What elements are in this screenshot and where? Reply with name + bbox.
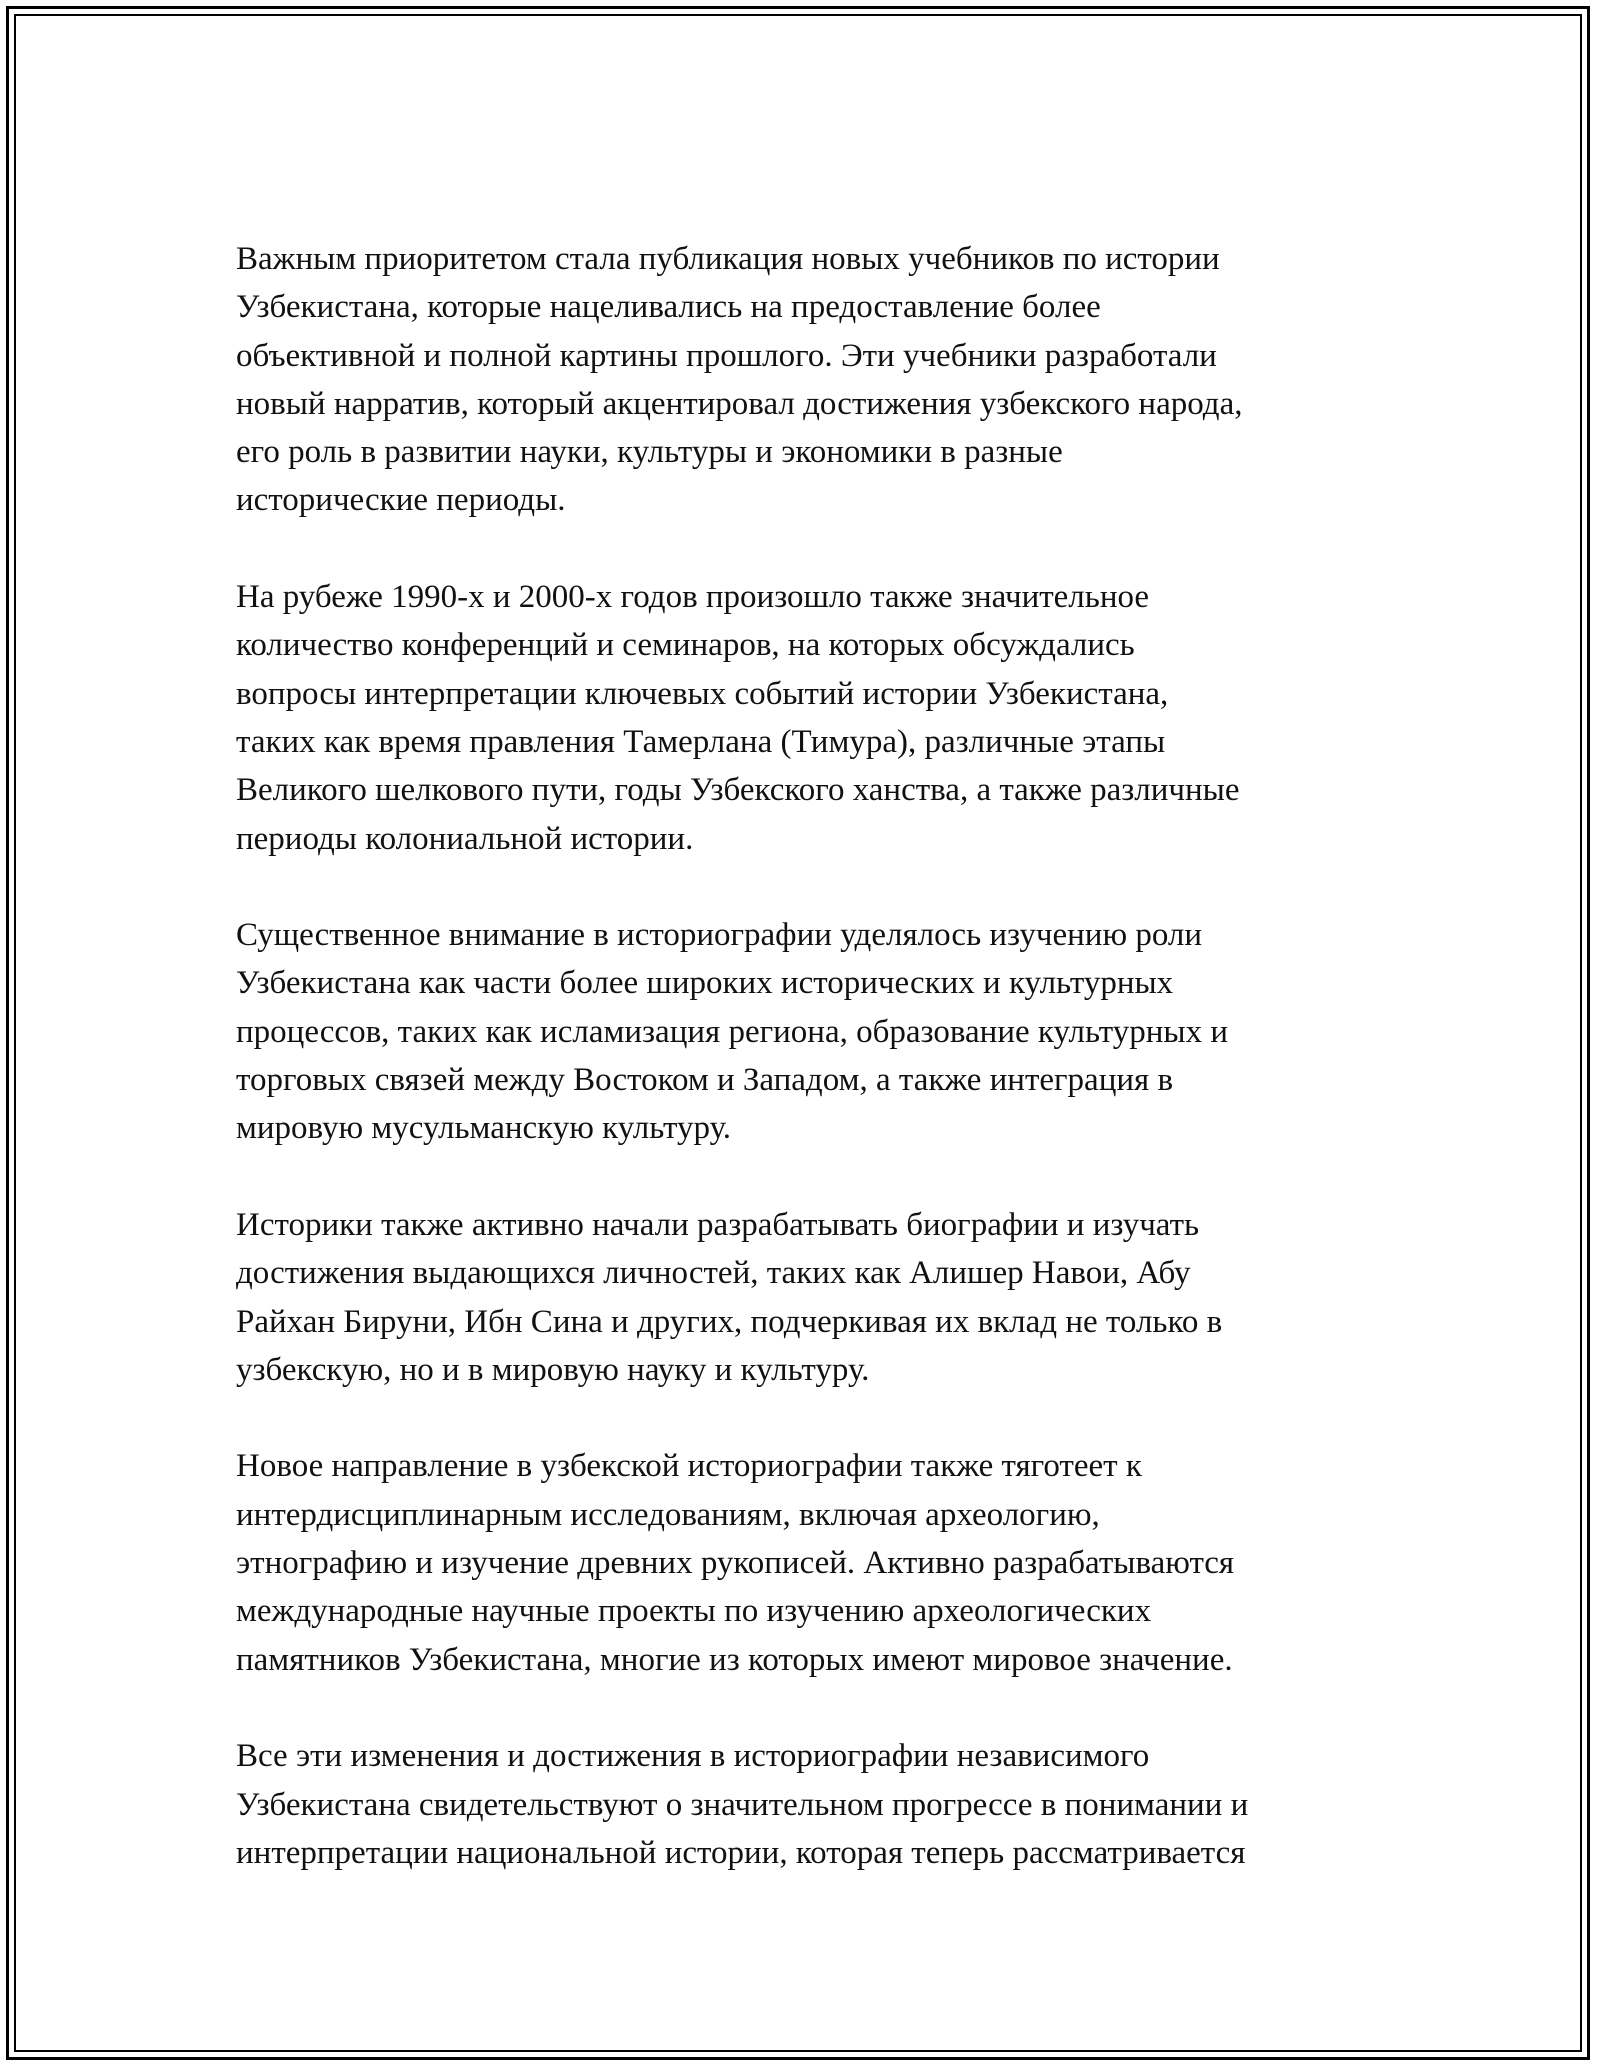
paragraph: Новое направление в узбекской историографии также тяготеет к интердисциплинарным исследованиям, включая археологию, этнографию и изучение древних рукописей. Активно разрабатываются международные научные проекты по изучению археологических памятников Узбекистана, многие из которых имеют мировое значение. [236, 1448, 1235, 1678]
paragraph: На рубеже 1990-х и 2000-х годов произошло также значительное количество конференций и семинаров, на которых обсуждались вопросы интерпретации ключевых событий истории Узбекистана, таких как время правления Тамерлана (Тимура), различные этапы Великого шелкового пути, годы Узбекского ханства, а также различные периоды колониальной истории. [236, 579, 1240, 857]
document-body [236, 235, 1386, 1877]
paragraph: Историки также активно начали разрабатывать биографии и изучать достижения выдающихся личностей, таких как Алишер Навои, Абу Райхан Бируни, Ибн Сина и других, подчеркивая их вклад не только в узбекскую, но и в мировую науку и культуру. [236, 1206, 1223, 1388]
paragraph: Важным приоритетом стала публикация новых учебников по истории Узбекистана, которые нацеливались на предоставление более объективной и полной картины прошлого. Эти учебники разработали новый нарратив, который акцентировал достижения узбекского народа, его роль в развитии науки, культуры и экономики в разные исторические периоды. [236, 241, 1243, 519]
paragraph: Существенное внимание в историографии уделялось изучению роли Узбекистана как части более широких исторических и культурных процессов, таких как исламизация региона, образование культурных и торговых связей между Востоком и Западом, а также интеграция в мировую мусульманскую культуру. [236, 917, 1228, 1147]
paragraph: Все эти изменения и достижения в историографии независимого Узбекистана свидетельствуют о значительном прогрессе в понимании и интерпретации национальной истории, которая теперь рассматривается [236, 1738, 1249, 1871]
